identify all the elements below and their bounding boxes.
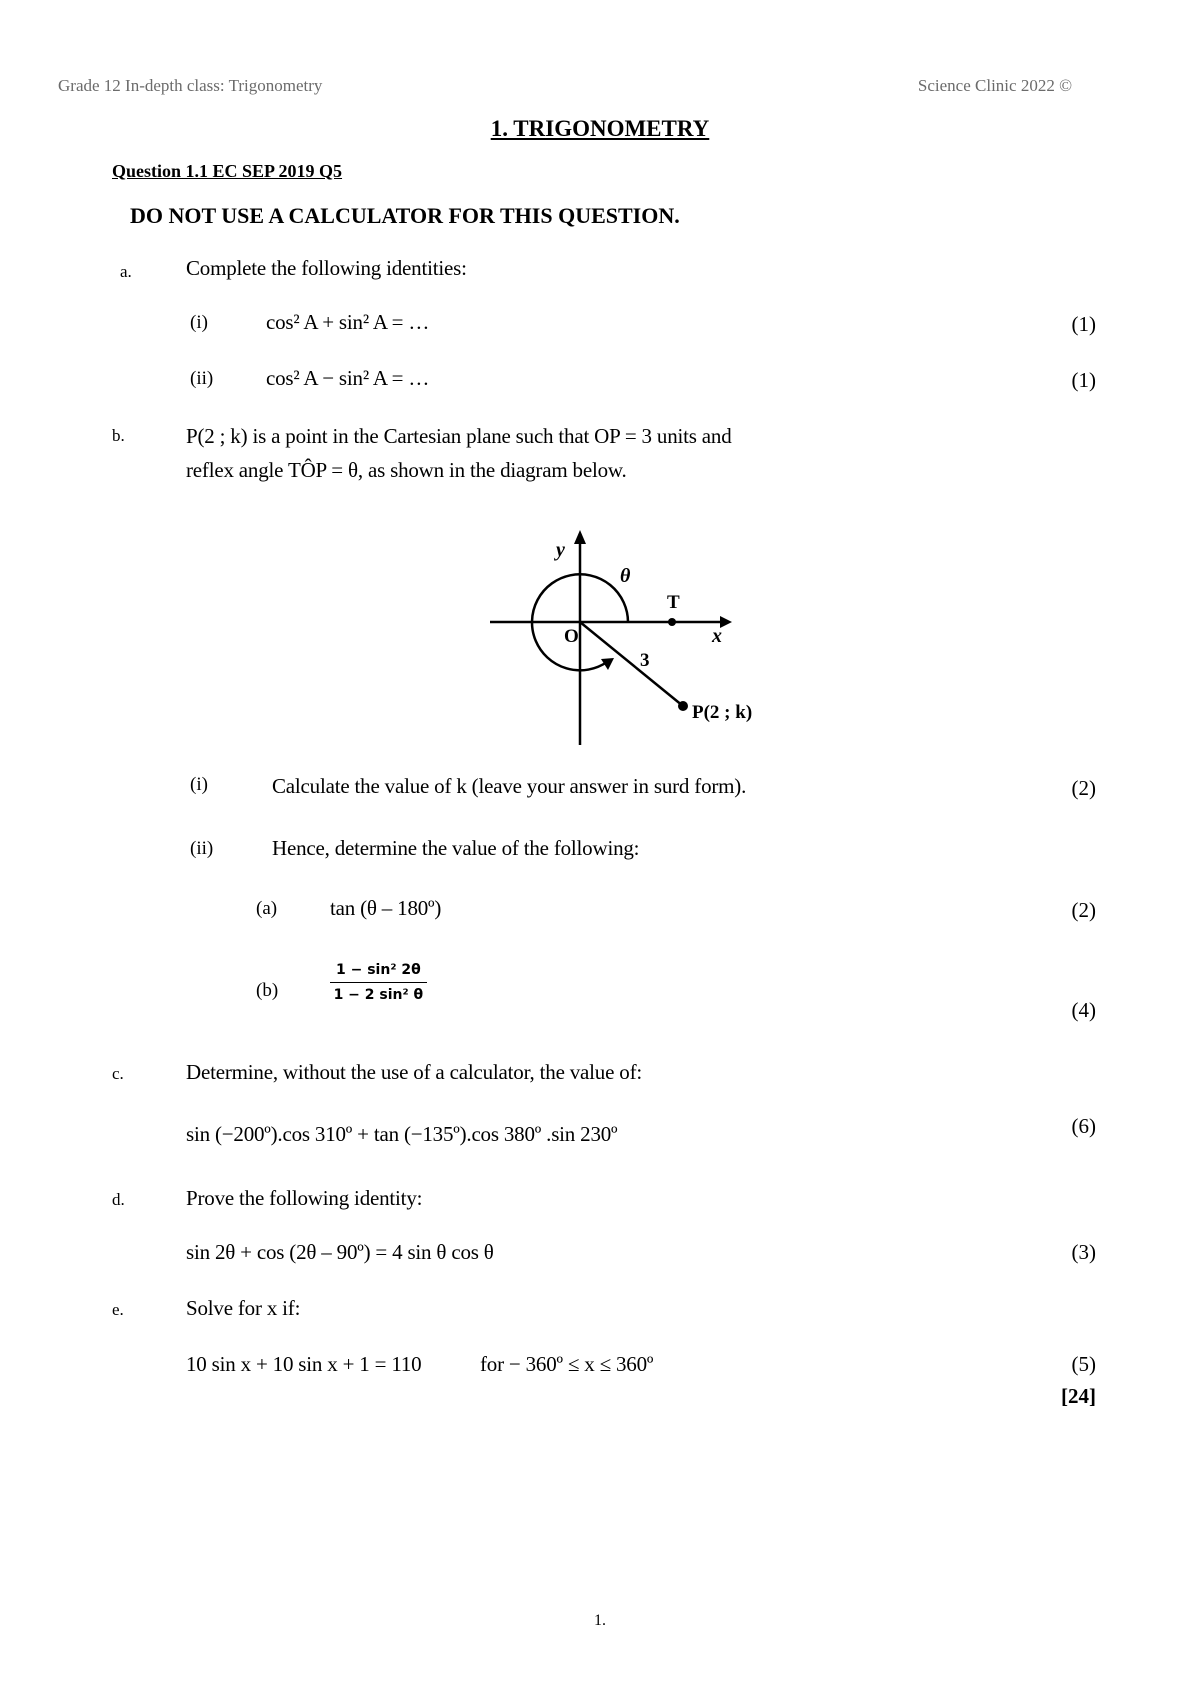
part-b-ii-a-mark: (2) <box>1071 898 1096 922</box>
fraction-numerator: 1 − sin² 2θ <box>330 962 427 983</box>
part-a-letter: a. <box>120 262 132 281</box>
part-c-expression: sin (−200º).cos 310º + tan (−135º).cos 380º .sin 230º <box>186 1122 618 1146</box>
question-reference: Question 1.1 EC SEP 2019 Q5 <box>112 161 343 181</box>
fraction-expression <box>330 962 427 1004</box>
part-d-expression: sin 2θ + cos (2θ – 90º) = 4 sin θ cos θ <box>186 1240 494 1264</box>
part-b-line1: P(2 ; k) is a point in the Cartesian plane such that OP = 3 units and <box>186 424 732 448</box>
origin-label: O <box>564 626 579 647</box>
part-a-i-label: (i) <box>190 312 208 333</box>
part-d-text: Prove the following identity: <box>186 1186 423 1210</box>
x-axis-label: x <box>712 625 722 647</box>
part-a-text: Complete the following identities: <box>186 256 467 280</box>
page-number: 1. <box>594 1612 606 1629</box>
part-e-expression: 10 sin x + 10 sin x + 1 = 110 <box>186 1352 422 1376</box>
op-segment <box>580 622 683 706</box>
part-d-letter: d. <box>112 1190 125 1209</box>
part-e-domain: for − 360º ≤ x ≤ 360º <box>480 1352 654 1376</box>
part-b-ii-label: (ii) <box>190 838 214 859</box>
calculator-warning: DO NOT USE A CALCULATOR FOR THIS QUESTION. <box>130 203 680 228</box>
part-a-ii-text: cos² A − sin² A = … <box>266 366 430 390</box>
header-left: Grade 12 In-depth class: Trigonometry <box>58 76 323 95</box>
part-b-ii-a-label: (a) <box>256 898 278 919</box>
part-b-letter: b. <box>112 426 125 445</box>
point-p <box>678 701 688 711</box>
part-a-i-mark: (1) <box>1071 312 1096 336</box>
fraction-denominator: 1 − 2 sin² θ <box>333 987 424 1003</box>
part-c-mark: (6) <box>1071 1114 1096 1138</box>
part-a-ii-mark: (1) <box>1071 368 1096 392</box>
part-b-line2: reflex angle TÔP = θ, as shown in the diagram below. <box>186 458 627 482</box>
t-label: T <box>667 592 680 613</box>
part-e-text: Solve for x if: <box>186 1296 301 1320</box>
part-b-ii-b-mark: (4) <box>1071 998 1096 1022</box>
part-a-i-text: cos² A + sin² A = … <box>266 310 430 334</box>
part-b-i-label: (i) <box>190 774 208 795</box>
question-total: [24] <box>1061 1384 1096 1408</box>
p-label: P(2 ; k) <box>692 702 753 723</box>
length-label: 3 <box>640 650 650 671</box>
part-c-letter: c. <box>112 1064 124 1083</box>
point-t <box>668 618 676 626</box>
y-axis-label: y <box>556 539 565 561</box>
page-title: 1. TRIGONOMETRY <box>490 116 710 141</box>
part-a-ii-label: (ii) <box>190 368 214 389</box>
part-e-mark: (5) <box>1071 1352 1096 1376</box>
part-b-i-mark: (2) <box>1071 776 1096 800</box>
part-b-i-text: Calculate the value of k (leave your answer in surd form). <box>272 774 747 798</box>
part-b-ii-text: Hence, determine the value of the following: <box>272 836 640 860</box>
part-d-mark: (3) <box>1071 1240 1096 1264</box>
part-c-text: Determine, without the use of a calculator, the value of: <box>186 1060 643 1084</box>
header-right: Science Clinic 2022 © <box>917 76 1072 95</box>
cartesian-diagram <box>480 530 780 750</box>
y-axis-arrow <box>574 530 586 544</box>
part-b-ii-a-text: tan (θ – 180º) <box>330 896 442 920</box>
part-b-ii-b-label: (b) <box>256 980 279 1001</box>
part-e-letter: e. <box>112 1300 124 1319</box>
theta-label: θ <box>620 565 631 587</box>
